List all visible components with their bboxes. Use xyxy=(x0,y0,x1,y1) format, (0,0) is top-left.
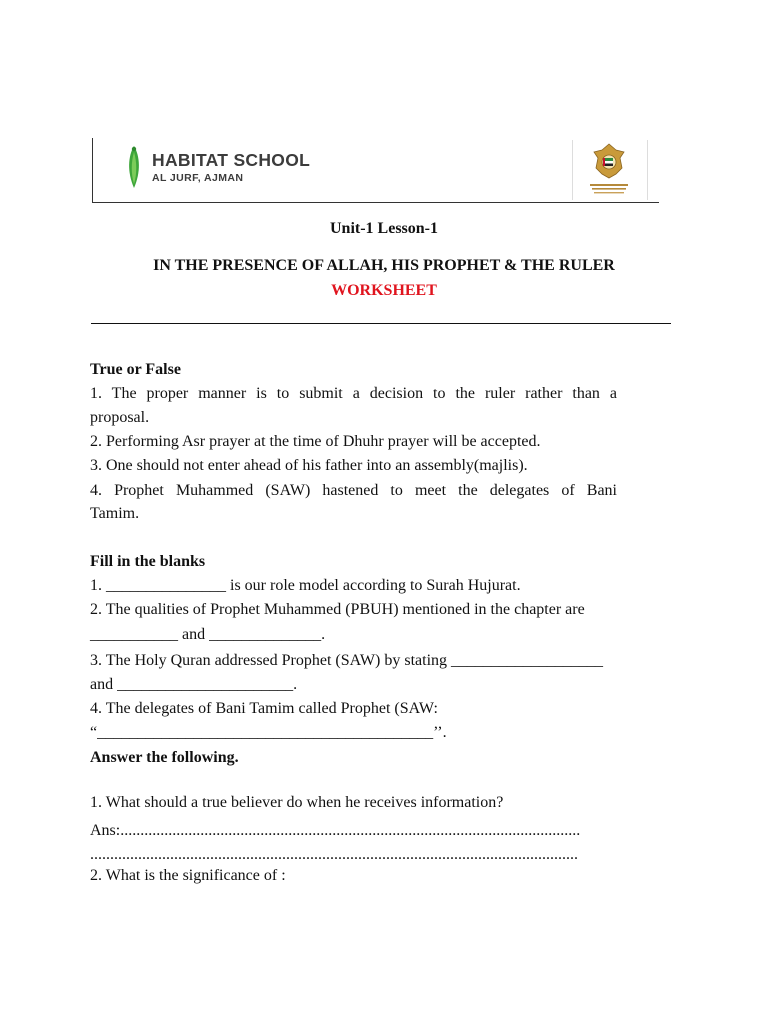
fill-blank-item: 2. The qualities of Prophet Muhammed (PBUH) mentioned in the chapter are xyxy=(90,601,585,618)
fill-blank-item: 1. _______________ is our role model according to Surah Hujurat. xyxy=(90,577,521,594)
ministry-emblem xyxy=(572,140,646,200)
fill-blank-item-cont: ___________ and ______________. xyxy=(90,626,326,643)
true-false-item-cont: proposal. xyxy=(90,409,150,426)
true-false-item: 2. Performing Asr prayer at the time of Dhuhr prayer will be accepted. xyxy=(90,433,541,450)
unit-lesson-title: Unit-1 Lesson-1 xyxy=(329,220,438,237)
fill-blank-item: 3. The Holy Quran addressed Prophet (SAW) by stating ___________________ xyxy=(90,652,604,669)
uae-emblem-icon xyxy=(572,140,646,200)
answer-question: 1. What should a true believer do when he receives information? xyxy=(90,794,504,811)
worksheet-main-title: IN THE PRESENCE OF ALLAH, HIS PROPHET & THE RULER xyxy=(153,257,615,274)
true-false-item: 3. One should not enter ahead of his father into an assembly(majlis). xyxy=(90,457,528,474)
true-false-item: 4. Prophet Muhammed (SAW) hastened to meet the delegates of Bani xyxy=(90,482,617,499)
answer-heading: Answer the following. xyxy=(90,749,239,766)
worksheet-label: WORKSHEET xyxy=(331,282,437,299)
answer-line: .......................................................................................................................... xyxy=(90,846,578,863)
school-name: HABITAT SCHOOL xyxy=(152,150,311,170)
true-false-item: 1. The proper manner is to submit a decision to the ruler rather than a xyxy=(90,385,617,402)
true-false-item-cont: Tamim. xyxy=(90,505,140,522)
title-divider xyxy=(91,323,671,324)
fill-blanks-heading: Fill in the blanks xyxy=(90,553,206,570)
fill-blank-item-cont: and ______________________. xyxy=(90,676,298,693)
school-location: AL JURF, AJMAN xyxy=(152,172,244,184)
answer-line: Ans:................................................................................................................... xyxy=(90,822,581,839)
fill-blank-item: 4. The delegates of Bani Tamim called Prophet (SAW: xyxy=(90,700,438,717)
true-false-heading: True or False xyxy=(90,361,181,378)
fill-blank-item-cont: “__________________________________________’’. xyxy=(90,724,447,741)
answer-question: 2. What is the significance of : xyxy=(90,867,286,884)
